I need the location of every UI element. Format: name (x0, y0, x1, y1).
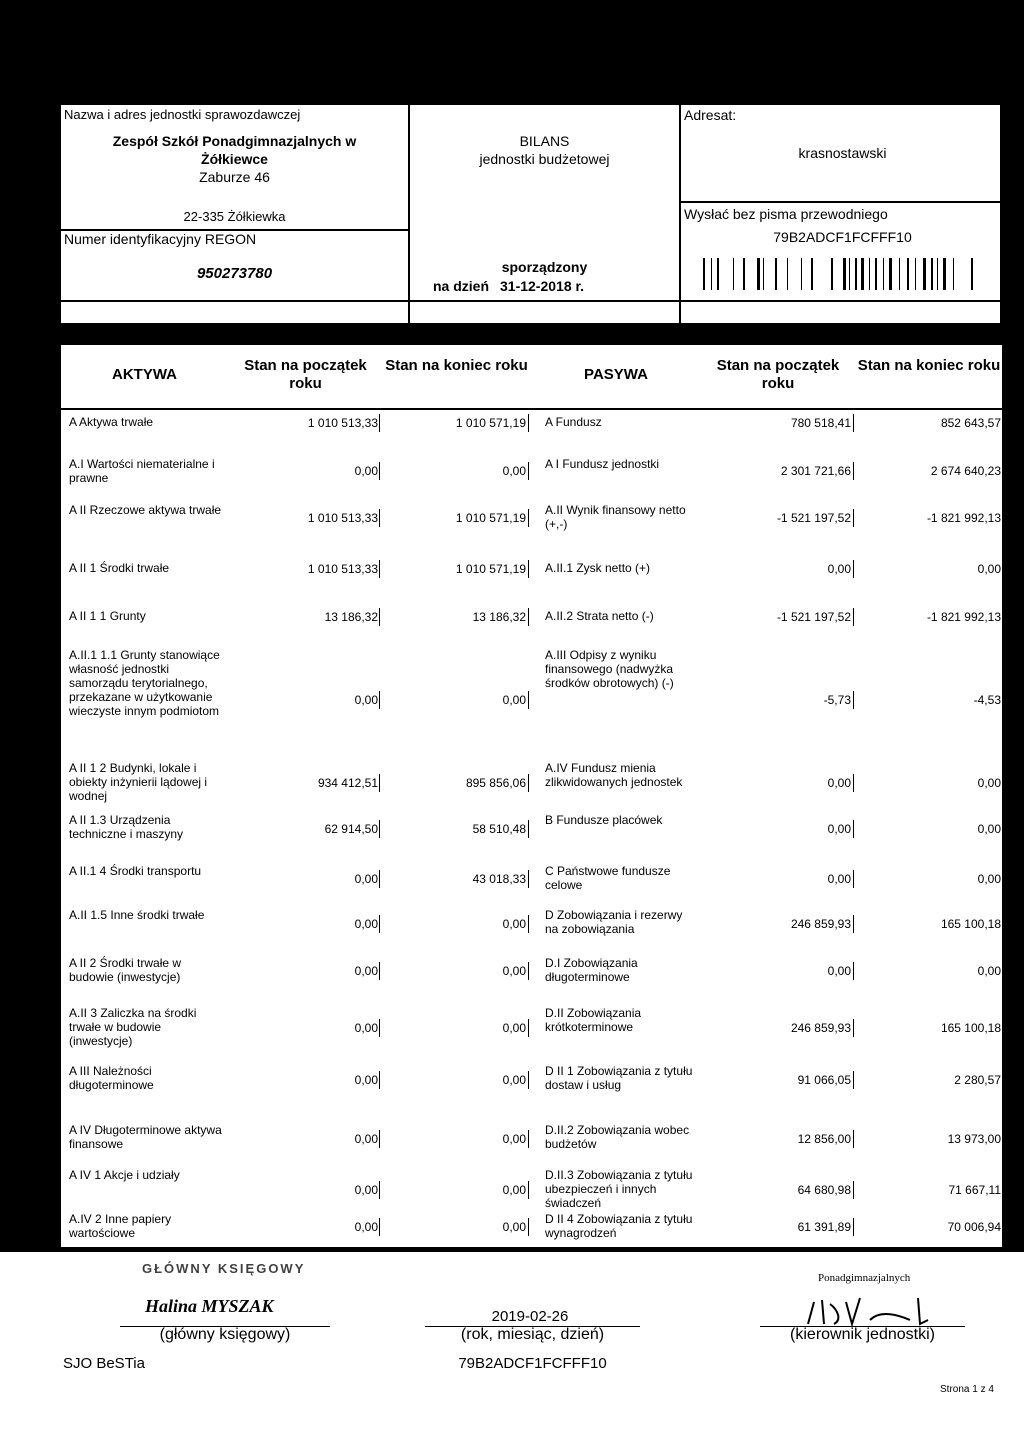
asset-label: A II Rzeczowe aktywa trwałe (69, 503, 222, 517)
column-tick (379, 1130, 380, 1148)
unit-name-line1: Zespół Szkół Ponadgimnazjalnych w (112, 133, 357, 149)
asset-start-value: 13 186,32 (324, 610, 378, 624)
column-tick (1003, 1019, 1004, 1037)
asset-start-value: 0,00 (354, 872, 378, 886)
column-tick (379, 414, 380, 432)
liability-start-value: 0,00 (827, 822, 851, 836)
liability-end-value: -1 821 992,13 (926, 610, 1001, 624)
asset-end-value: 0,00 (502, 1021, 526, 1035)
barcode-bar (889, 258, 892, 290)
column-tick (379, 870, 380, 888)
barcode-bar (843, 258, 846, 290)
liability-start-value: -5,73 (823, 693, 851, 707)
asset-label: A.II 1.5 Inne środki trwałe (69, 908, 205, 922)
liability-end-value: 165 100,18 (940, 917, 1001, 931)
unit-address-line1: Zaburze 46 (199, 169, 270, 185)
liability-label: D Zobowiązania i rezerwy na zobowiązania (545, 908, 683, 936)
date-prefix: na dzień (433, 278, 490, 294)
barcode-bar (811, 258, 813, 290)
asset-end-value: 0,00 (502, 1073, 526, 1087)
asset-end-value: 0,00 (502, 917, 526, 931)
column-tick (379, 1181, 380, 1199)
liability-label: B Fundusze placówek (545, 813, 663, 827)
col-assets: AKTYWA (112, 366, 177, 383)
barcode-bar (801, 258, 802, 290)
asset-label: A Aktywa trwałe (69, 415, 154, 429)
column-tick (528, 870, 529, 888)
column-tick (379, 462, 380, 480)
column-tick (1003, 560, 1004, 578)
asset-end-value: 43 018,33 (472, 872, 526, 886)
column-tick (1003, 414, 1004, 432)
barcode-bar (923, 258, 926, 290)
asset-end-value: 13 186,32 (472, 610, 526, 624)
column-tick (853, 509, 854, 527)
asset-start-value: 0,00 (354, 1220, 378, 1234)
barcode-bar (869, 258, 870, 290)
column-tick (853, 1019, 854, 1037)
asset-start-value: 0,00 (354, 1021, 378, 1035)
barcode-bar (899, 258, 900, 290)
manager-role: (kierownik jednostki) (790, 1326, 935, 1343)
liability-start-value: 0,00 (827, 562, 851, 576)
column-tick (379, 1071, 380, 1089)
column-tick (853, 691, 854, 709)
column-tick (528, 509, 529, 527)
column-tick (1003, 870, 1004, 888)
asset-label: A II 1 Środki trwałe (69, 561, 170, 575)
column-tick (853, 915, 854, 933)
asset-end-value: 0,00 (502, 693, 526, 707)
barcode-bar (861, 258, 864, 290)
liability-start-value: 64 680,98 (797, 1183, 851, 1197)
liability-end-value: 0,00 (977, 822, 1001, 836)
send-note: Wysłać bez pisma przewodniego (684, 206, 888, 222)
asset-label: A.II 3 Zaliczka na środki trwałe w budowie (inwestycje) (69, 1006, 197, 1048)
column-tick (528, 1019, 529, 1037)
column-tick (1003, 608, 1004, 626)
liability-end-value: 0,00 (977, 776, 1001, 790)
column-tick (853, 774, 854, 792)
column-tick (528, 560, 529, 578)
barcode-bar (831, 258, 833, 290)
asset-label: A II.1 4 Środki transportu (69, 864, 202, 878)
barcode-bar (743, 258, 745, 290)
col-assets-start: Stan na początek roku (244, 357, 367, 392)
column-tick (528, 774, 529, 792)
liability-end-value: -1 821 992,13 (926, 511, 1001, 525)
liability-end-value: 0,00 (977, 872, 1001, 886)
asset-start-value: 1 010 513,33 (307, 416, 378, 430)
asset-label: A II 1 1 Grunty (69, 609, 146, 623)
unit-address-line2: 22-335 Żółkiewka (183, 209, 286, 224)
liability-end-value: -4,53 (973, 693, 1001, 707)
barcode-bar (775, 258, 777, 290)
liability-label: C Państwowe fundusze celowe (545, 864, 671, 892)
document-title: BILANS (519, 133, 570, 149)
barcode-bar (733, 258, 734, 290)
liability-label: A.II.2 Strata netto (-) (545, 609, 654, 623)
barcode-bar (953, 258, 954, 290)
column-tick (379, 820, 380, 838)
asset-end-value: 1 010 571,19 (455, 511, 526, 525)
column-tick (853, 560, 854, 578)
barcode-bar (849, 258, 850, 290)
asset-start-value: 1 010 513,33 (307, 562, 378, 576)
barcode-bar (943, 258, 946, 290)
column-tick (379, 1019, 380, 1037)
asset-label: A II 2 Środki trwałe w budowie (inwestycje) (69, 956, 182, 984)
column-tick (853, 462, 854, 480)
liability-label: D.II.2 Zobowiązania wobec budżetów (545, 1123, 690, 1151)
column-tick (853, 1181, 854, 1199)
column-tick (1003, 962, 1004, 980)
column-tick (1003, 1130, 1004, 1148)
column-tick (1003, 1218, 1004, 1236)
asset-start-value: 934 412,51 (317, 776, 378, 790)
asset-end-value: 1 010 571,19 (455, 416, 526, 430)
asset-label: A.IV 2 Inne papiery wartościowe (69, 1212, 172, 1240)
asset-start-value: 0,00 (354, 1183, 378, 1197)
barcode-bar (915, 258, 916, 290)
liability-start-value: 0,00 (827, 964, 851, 978)
document-code: 79B2ADCF1FCFFF10 (773, 229, 912, 245)
liability-label: A I Fundusz jednostki (545, 457, 660, 471)
column-tick (1003, 509, 1004, 527)
liability-start-value: 0,00 (827, 776, 851, 790)
accountant-name: Halina MYSZAK (145, 1296, 274, 1316)
liability-start-value: -1 521 197,52 (776, 610, 851, 624)
column-tick (528, 608, 529, 626)
barcode-bar (855, 258, 857, 290)
column-tick (379, 560, 380, 578)
software-name: SJO BeSTia (63, 1355, 145, 1372)
column-tick (379, 915, 380, 933)
column-tick (528, 1130, 529, 1148)
asset-start-value: 0,00 (354, 1132, 378, 1146)
barcode-bar (787, 258, 788, 290)
column-tick (853, 1218, 854, 1236)
col-liab-end: Stan na koniec roku (857, 357, 1001, 374)
column-tick (379, 1218, 380, 1236)
liability-end-value: 2 280,57 (954, 1073, 1001, 1087)
asset-end-value: 895 856,06 (465, 776, 526, 790)
asset-end-value: 58 510,48 (472, 822, 526, 836)
asset-start-value: 0,00 (354, 964, 378, 978)
liability-start-value: -1 521 197,52 (776, 511, 851, 525)
column-tick (528, 462, 529, 480)
liability-end-value: 852 643,57 (940, 416, 1001, 430)
barcode-image (703, 258, 975, 290)
asset-end-value: 0,00 (502, 1183, 526, 1197)
liability-end-value: 2 674 640,23 (930, 464, 1001, 478)
column-tick (379, 691, 380, 709)
liability-label: D II 4 Zobowiązania z tytułu wynagrodzeń (545, 1212, 693, 1240)
footer-document-code: 79B2ADCF1FCFFF10 (458, 1355, 607, 1372)
column-tick (1003, 1071, 1004, 1089)
column-tick (528, 915, 529, 933)
signature-date: 2019-02-26 (491, 1308, 569, 1325)
col-liabilities: PASYWA (584, 366, 648, 383)
column-tick (379, 509, 380, 527)
liability-end-value: 0,00 (977, 562, 1001, 576)
liability-end-value: 165 100,18 (940, 1021, 1001, 1035)
barcode-bar (931, 258, 933, 290)
column-tick (1003, 915, 1004, 933)
column-tick (528, 691, 529, 709)
liability-start-value: 2 301 721,66 (780, 464, 851, 478)
liability-label: D.I Zobowiązania długoterminowe (545, 956, 638, 984)
column-tick (853, 1071, 854, 1089)
liability-start-value: 61 391,89 (797, 1220, 851, 1234)
liability-start-value: 12 856,00 (797, 1132, 851, 1146)
column-tick (853, 962, 854, 980)
asset-end-value: 0,00 (502, 1220, 526, 1234)
liability-end-value: 70 006,94 (947, 1220, 1001, 1234)
liability-start-value: 780 518,41 (790, 416, 851, 430)
barcode-bar (883, 258, 884, 290)
liability-label: A.IV Fundusz mienia zlikwidowanych jednostek (545, 761, 683, 789)
column-tick (1003, 774, 1004, 792)
accountant-stamp-fragment: GŁÓWNY KSIĘGOWY (142, 1261, 306, 1276)
column-tick (528, 820, 529, 838)
report-header (59, 103, 1002, 325)
barcode-bar (703, 258, 705, 290)
page-number: Strona 1 z 4 (940, 1384, 994, 1395)
asset-label: A II 1.3 Urządzenia techniczne i maszyny (69, 813, 184, 841)
asset-end-value: 1 010 571,19 (455, 562, 526, 576)
col-liab-start: Stan na początek roku (716, 357, 840, 392)
column-tick (528, 1181, 529, 1199)
column-tick (1003, 462, 1004, 480)
document-subtitle: jednostki budżetowej (479, 151, 610, 167)
liability-label: D.II Zobowiązania krótkoterminowe (545, 1006, 642, 1034)
column-tick (528, 414, 529, 432)
accountant-role: (główny księgowy) (159, 1326, 291, 1343)
manager-signature-image (800, 1290, 950, 1330)
date-label: (rok, miesiąc, dzień) (460, 1326, 605, 1343)
asset-start-value: 1 010 513,33 (307, 511, 378, 525)
unit-label: Nazwa i adres jednostki sprawozdawczej (64, 107, 301, 122)
regon-label: Numer identyfikacyjny REGON (64, 231, 257, 247)
barcode-bar (937, 258, 938, 290)
asset-start-value: 0,00 (354, 917, 378, 931)
liability-end-value: 13 973,00 (947, 1132, 1001, 1146)
asset-label: A.II.1 1.1 Grunty stanowiące własność jednostki samorządu terytorialnego, przekazane w użytkowanie wieczyste innym podmiotom (69, 648, 220, 718)
liability-label: A.II.1 Zysk netto (+) (545, 561, 651, 575)
asset-end-value: 0,00 (502, 964, 526, 978)
column-tick (1003, 691, 1004, 709)
liability-start-value: 0,00 (827, 872, 851, 886)
asset-label: A II 1 2 Budynki, lokale i obiekty inżynierii lądowej i wodnej (69, 761, 208, 803)
asset-start-value: 62 914,50 (324, 822, 378, 836)
liability-label: A.II Wynik finansowy netto (+,-) (545, 503, 686, 531)
column-tick (379, 962, 380, 980)
stamp-text: Ponadgimnazjalnych (818, 1272, 911, 1284)
regon-value: 950273780 (196, 265, 273, 282)
barcode-bar (717, 258, 719, 290)
barcode-bar (763, 258, 764, 290)
col-assets-end: Stan na koniec roku (385, 357, 528, 374)
barcode-bar (875, 258, 877, 290)
asset-label: A IV 1 Akcje i udziały (69, 1168, 180, 1182)
report-date: 31-12-2018 r. (500, 278, 585, 294)
column-tick (853, 1130, 854, 1148)
asset-end-value: 0,00 (502, 464, 526, 478)
addressee-label: Adresat: (684, 107, 737, 123)
liability-start-value: 246 859,93 (790, 1021, 851, 1035)
liability-label: D II 1 Zobowiązania z tytułu dostaw i usług (545, 1064, 693, 1092)
column-tick (528, 1071, 529, 1089)
asset-label: A III Należności długoterminowe (69, 1064, 154, 1092)
column-tick (853, 608, 854, 626)
asset-label: A.I Wartości niematerialne i prawne (69, 457, 215, 485)
barcode-bar (907, 258, 909, 290)
column-tick (528, 962, 529, 980)
liability-label: D.II.3 Zobowiązania z tytułu ubezpieczeń i innych świadczeń (545, 1168, 693, 1210)
addressee-value: krasnostawski (798, 145, 887, 161)
column-tick (853, 820, 854, 838)
liability-start-value: 91 066,05 (797, 1073, 851, 1087)
signature-area (0, 1252, 1024, 1450)
column-tick (379, 608, 380, 626)
asset-label: A IV Długoterminowe aktywa finansowe (69, 1123, 222, 1151)
asset-start-value: 0,00 (354, 693, 378, 707)
asset-start-value: 0,00 (354, 1073, 378, 1087)
prepared-label: sporządzony (501, 259, 588, 275)
liability-end-value: 0,00 (977, 964, 1001, 978)
liability-start-value: 246 859,93 (790, 917, 851, 931)
unit-name-line2: Żółkiewce (201, 151, 268, 167)
liability-end-value: 71 667,11 (948, 1183, 1001, 1197)
barcode-bar (711, 258, 712, 290)
column-tick (528, 1218, 529, 1236)
column-tick (1003, 820, 1004, 838)
column-tick (853, 414, 854, 432)
liability-label: A.III Odpisy z wyniku finansowego (nadwyżka środków obrotowych) (-) (545, 648, 674, 690)
asset-start-value: 0,00 (354, 464, 378, 478)
column-tick (379, 774, 380, 792)
column-tick (1003, 1181, 1004, 1199)
barcode-bar (757, 258, 760, 290)
column-tick (853, 870, 854, 888)
balance-table (59, 343, 1004, 1249)
liability-label: A Fundusz (545, 415, 602, 429)
asset-end-value: 0,00 (502, 1132, 526, 1146)
barcode-bar (971, 258, 973, 290)
